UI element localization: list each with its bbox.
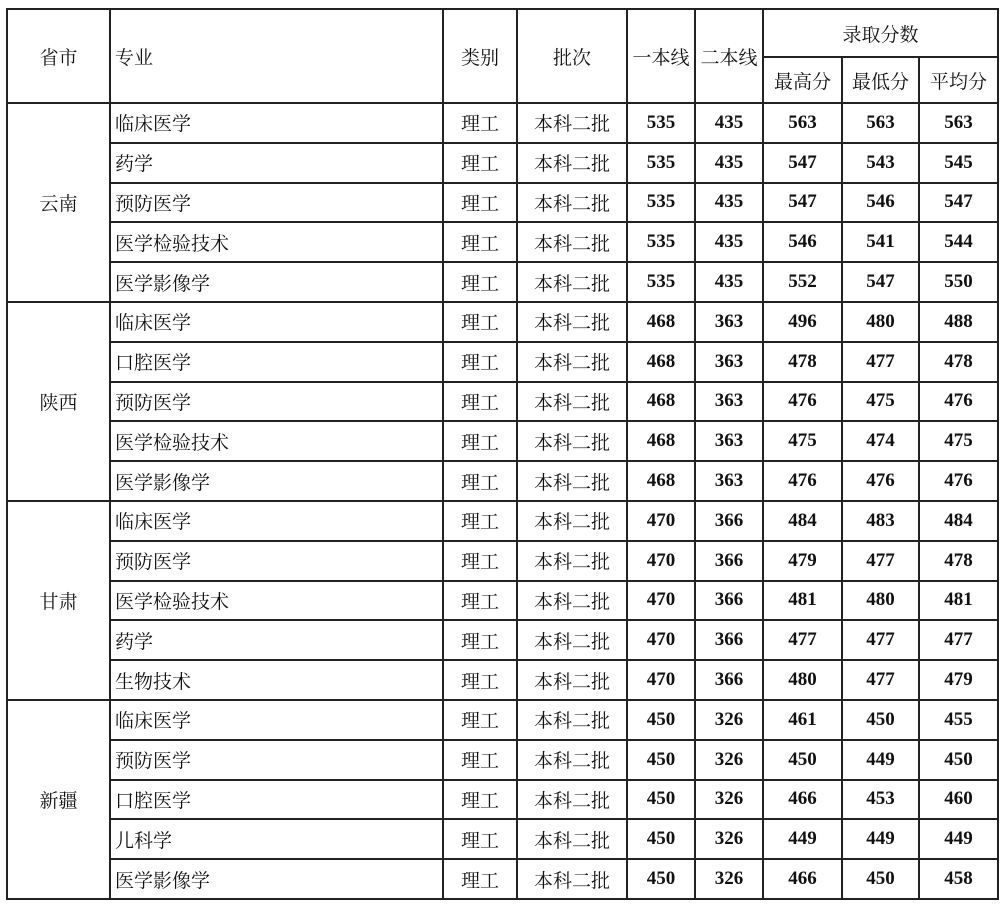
- min-score-cell: 477: [842, 660, 919, 700]
- batch-cell: 本科二批: [517, 780, 627, 820]
- avg-score-cell: 479: [919, 660, 998, 700]
- max-score-cell: 466: [763, 859, 842, 899]
- avg-score-cell: 458: [919, 859, 998, 899]
- batch-cell: 本科二批: [517, 382, 627, 422]
- min-score-cell: 476: [842, 461, 919, 501]
- line1-cell: 450: [627, 780, 695, 820]
- major-cell: 预防医学: [110, 382, 443, 422]
- line1-cell: 535: [627, 143, 695, 183]
- line2-cell: 366: [695, 541, 763, 581]
- max-score-cell: 480: [763, 660, 842, 700]
- batch-cell: 本科二批: [517, 342, 627, 382]
- header-line1: 一本线: [627, 9, 695, 103]
- line2-cell: 326: [695, 859, 763, 899]
- avg-score-cell: 478: [919, 342, 998, 382]
- table-row: [7, 700, 998, 740]
- category-cell: 理工: [443, 262, 517, 302]
- header-line2: 二本线: [695, 9, 763, 103]
- category-cell: 理工: [443, 859, 517, 899]
- line2-cell: 363: [695, 461, 763, 501]
- line2-cell: 363: [695, 342, 763, 382]
- table-row: [7, 382, 998, 422]
- max-score-cell: 484: [763, 501, 842, 541]
- max-score-cell: 475: [763, 421, 842, 461]
- line2-cell: 366: [695, 620, 763, 660]
- category-cell: 理工: [443, 501, 517, 541]
- line1-cell: 535: [627, 262, 695, 302]
- line1-cell: 470: [627, 501, 695, 541]
- avg-score-cell: 478: [919, 541, 998, 581]
- batch-cell: 本科二批: [517, 819, 627, 859]
- line1-cell: 468: [627, 382, 695, 422]
- batch-cell: 本科二批: [517, 103, 627, 143]
- table-row: [7, 262, 998, 302]
- header-scores: 录取分数: [763, 9, 998, 57]
- min-score-cell: 563: [842, 103, 919, 143]
- line1-cell: 450: [627, 819, 695, 859]
- min-score-cell: 477: [842, 342, 919, 382]
- table-row: [7, 103, 998, 143]
- line2-cell: 435: [695, 143, 763, 183]
- batch-cell: 本科二批: [517, 740, 627, 780]
- category-cell: 理工: [443, 183, 517, 223]
- category-cell: 理工: [443, 302, 517, 342]
- batch-cell: 本科二批: [517, 541, 627, 581]
- max-score-cell: 477: [763, 620, 842, 660]
- table-row: [7, 819, 998, 859]
- batch-cell: 本科二批: [517, 501, 627, 541]
- line2-cell: 366: [695, 581, 763, 621]
- table-row: [7, 222, 998, 262]
- max-score-cell: 461: [763, 700, 842, 740]
- min-score-cell: 450: [842, 859, 919, 899]
- avg-score-cell: 563: [919, 103, 998, 143]
- line1-cell: 468: [627, 461, 695, 501]
- major-cell: 预防医学: [110, 183, 443, 223]
- line2-cell: 435: [695, 103, 763, 143]
- table-row: [7, 620, 998, 660]
- major-cell: 预防医学: [110, 740, 443, 780]
- batch-cell: 本科二批: [517, 302, 627, 342]
- category-cell: 理工: [443, 780, 517, 820]
- batch-cell: 本科二批: [517, 700, 627, 740]
- avg-score-cell: 544: [919, 222, 998, 262]
- table-row: [7, 740, 998, 780]
- line2-cell: 363: [695, 421, 763, 461]
- line2-cell: 435: [695, 183, 763, 223]
- table-row: [7, 302, 998, 342]
- min-score-cell: 480: [842, 581, 919, 621]
- category-cell: 理工: [443, 700, 517, 740]
- table-row: [7, 660, 998, 700]
- major-cell: 临床医学: [110, 103, 443, 143]
- min-score-cell: 483: [842, 501, 919, 541]
- category-cell: 理工: [443, 581, 517, 621]
- max-score-cell: 547: [763, 183, 842, 223]
- min-score-cell: 449: [842, 740, 919, 780]
- province-cell: 陕西: [7, 302, 110, 501]
- table-header: [7, 9, 998, 103]
- avg-score-cell: 545: [919, 143, 998, 183]
- line2-cell: 366: [695, 501, 763, 541]
- min-score-cell: 475: [842, 382, 919, 422]
- batch-cell: 本科二批: [517, 660, 627, 700]
- line1-cell: 468: [627, 342, 695, 382]
- major-cell: 生物技术: [110, 660, 443, 700]
- avg-score-cell: 477: [919, 620, 998, 660]
- max-score-cell: 563: [763, 103, 842, 143]
- category-cell: 理工: [443, 382, 517, 422]
- max-score-cell: 479: [763, 541, 842, 581]
- line1-cell: 535: [627, 103, 695, 143]
- batch-cell: 本科二批: [517, 581, 627, 621]
- batch-cell: 本科二批: [517, 183, 627, 223]
- avg-score-cell: 460: [919, 780, 998, 820]
- line2-cell: 363: [695, 382, 763, 422]
- line1-cell: 470: [627, 541, 695, 581]
- province-cell: 新疆: [7, 700, 110, 899]
- major-cell: 药学: [110, 620, 443, 660]
- avg-score-cell: 475: [919, 421, 998, 461]
- min-score-cell: 474: [842, 421, 919, 461]
- line1-cell: 470: [627, 660, 695, 700]
- min-score-cell: 477: [842, 541, 919, 581]
- header-avg: 平均分: [919, 57, 998, 103]
- max-score-cell: 547: [763, 143, 842, 183]
- line2-cell: 326: [695, 700, 763, 740]
- major-cell: 临床医学: [110, 700, 443, 740]
- category-cell: 理工: [443, 143, 517, 183]
- line2-cell: 366: [695, 660, 763, 700]
- header-province: 省市: [7, 9, 110, 103]
- avg-score-cell: 550: [919, 262, 998, 302]
- max-score-cell: 476: [763, 461, 842, 501]
- min-score-cell: 546: [842, 183, 919, 223]
- major-cell: 临床医学: [110, 302, 443, 342]
- category-cell: 理工: [443, 103, 517, 143]
- major-cell: 口腔医学: [110, 342, 443, 382]
- category-cell: 理工: [443, 660, 517, 700]
- line2-cell: 435: [695, 222, 763, 262]
- avg-score-cell: 476: [919, 382, 998, 422]
- batch-cell: 本科二批: [517, 222, 627, 262]
- avg-score-cell: 481: [919, 581, 998, 621]
- table-row: [7, 780, 998, 820]
- min-score-cell: 543: [842, 143, 919, 183]
- max-score-cell: 546: [763, 222, 842, 262]
- line2-cell: 326: [695, 819, 763, 859]
- table-row: [7, 183, 998, 223]
- min-score-cell: 547: [842, 262, 919, 302]
- major-cell: 医学影像学: [110, 262, 443, 302]
- max-score-cell: 552: [763, 262, 842, 302]
- category-cell: 理工: [443, 819, 517, 859]
- major-cell: 医学检验技术: [110, 421, 443, 461]
- table-row: [7, 581, 998, 621]
- max-score-cell: 449: [763, 819, 842, 859]
- line2-cell: 326: [695, 740, 763, 780]
- min-score-cell: 480: [842, 302, 919, 342]
- major-cell: 临床医学: [110, 501, 443, 541]
- batch-cell: 本科二批: [517, 262, 627, 302]
- avg-score-cell: 547: [919, 183, 998, 223]
- line2-cell: 326: [695, 780, 763, 820]
- major-cell: 药学: [110, 143, 443, 183]
- province-cell: 云南: [7, 103, 110, 302]
- max-score-cell: 481: [763, 581, 842, 621]
- avg-score-cell: 449: [919, 819, 998, 859]
- table-row: [7, 421, 998, 461]
- category-cell: 理工: [443, 740, 517, 780]
- min-score-cell: 453: [842, 780, 919, 820]
- major-cell: 医学影像学: [110, 461, 443, 501]
- admission-scores-table: [6, 8, 999, 900]
- batch-cell: 本科二批: [517, 620, 627, 660]
- table-row: [7, 461, 998, 501]
- max-score-cell: 450: [763, 740, 842, 780]
- category-cell: 理工: [443, 541, 517, 581]
- batch-cell: 本科二批: [517, 859, 627, 899]
- line1-cell: 535: [627, 222, 695, 262]
- avg-score-cell: 476: [919, 461, 998, 501]
- header-min: 最低分: [842, 57, 919, 103]
- major-cell: 医学检验技术: [110, 222, 443, 262]
- header-batch: 批次: [517, 9, 627, 103]
- category-cell: 理工: [443, 421, 517, 461]
- line2-cell: 363: [695, 302, 763, 342]
- category-cell: 理工: [443, 620, 517, 660]
- line1-cell: 468: [627, 421, 695, 461]
- major-cell: 医学影像学: [110, 859, 443, 899]
- batch-cell: 本科二批: [517, 461, 627, 501]
- line1-cell: 535: [627, 183, 695, 223]
- category-cell: 理工: [443, 342, 517, 382]
- line1-cell: 470: [627, 620, 695, 660]
- min-score-cell: 541: [842, 222, 919, 262]
- table-row: [7, 143, 998, 183]
- province-cell: 甘肃: [7, 501, 110, 700]
- batch-cell: 本科二批: [517, 143, 627, 183]
- table-row: [7, 541, 998, 581]
- table-body: [7, 103, 998, 899]
- major-cell: 预防医学: [110, 541, 443, 581]
- line2-cell: 435: [695, 262, 763, 302]
- avg-score-cell: 455: [919, 700, 998, 740]
- line1-cell: 468: [627, 302, 695, 342]
- major-cell: 口腔医学: [110, 780, 443, 820]
- min-score-cell: 450: [842, 700, 919, 740]
- header-major: 专业: [110, 9, 443, 103]
- max-score-cell: 478: [763, 342, 842, 382]
- line1-cell: 450: [627, 859, 695, 899]
- major-cell: 医学检验技术: [110, 581, 443, 621]
- max-score-cell: 476: [763, 382, 842, 422]
- min-score-cell: 449: [842, 819, 919, 859]
- line1-cell: 450: [627, 700, 695, 740]
- table-row: [7, 501, 998, 541]
- table-row: [7, 342, 998, 382]
- line1-cell: 470: [627, 581, 695, 621]
- max-score-cell: 496: [763, 302, 842, 342]
- avg-score-cell: 484: [919, 501, 998, 541]
- avg-score-cell: 488: [919, 302, 998, 342]
- avg-score-cell: 450: [919, 740, 998, 780]
- table-row: [7, 859, 998, 899]
- min-score-cell: 477: [842, 620, 919, 660]
- header-category: 类别: [443, 9, 517, 103]
- line1-cell: 450: [627, 740, 695, 780]
- header-max: 最高分: [763, 57, 842, 103]
- batch-cell: 本科二批: [517, 421, 627, 461]
- category-cell: 理工: [443, 222, 517, 262]
- max-score-cell: 466: [763, 780, 842, 820]
- major-cell: 儿科学: [110, 819, 443, 859]
- category-cell: 理工: [443, 461, 517, 501]
